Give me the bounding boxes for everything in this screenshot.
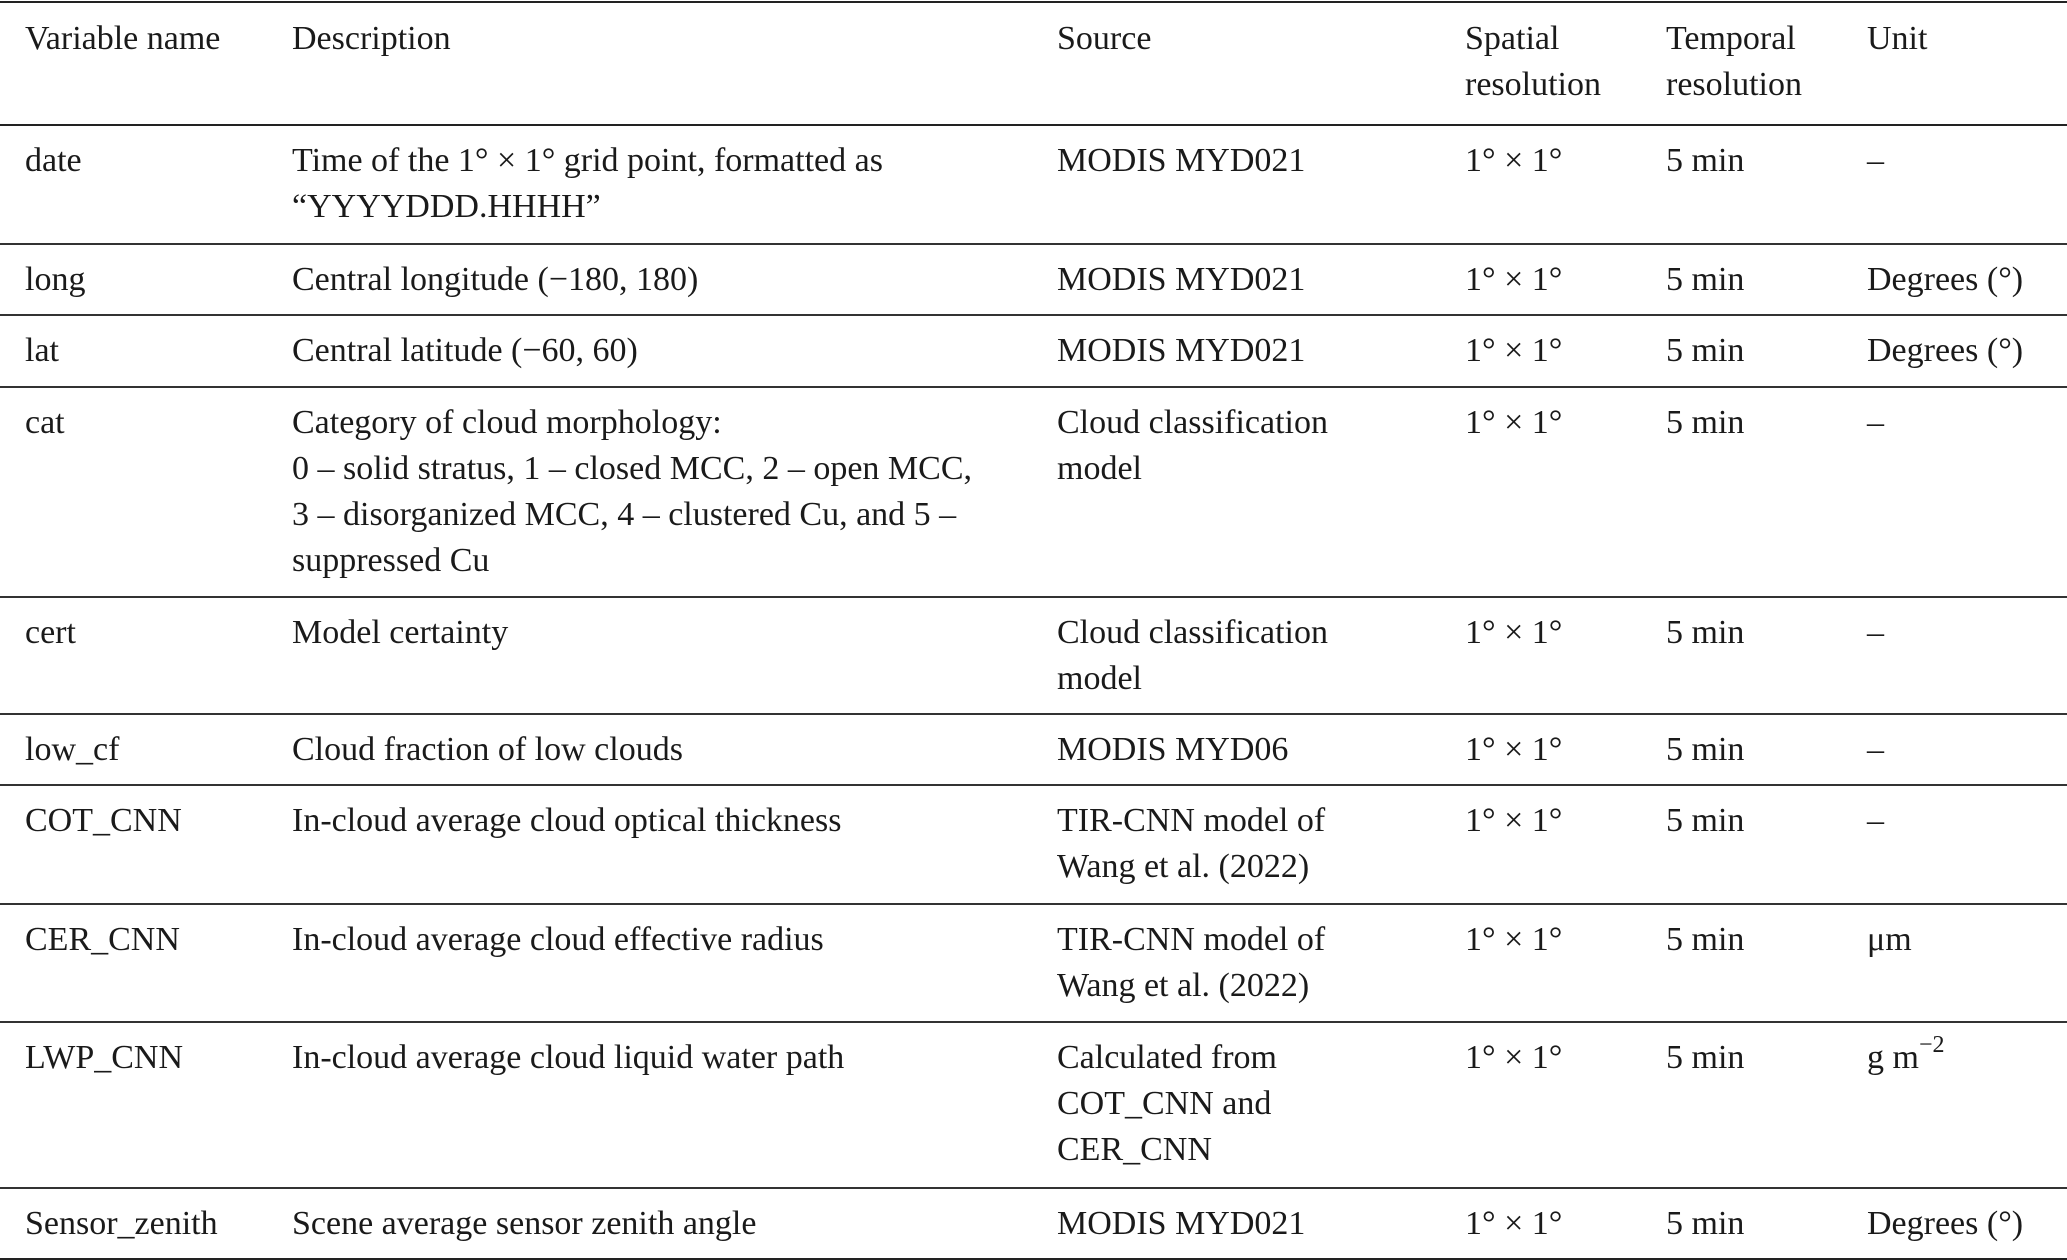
cell-temporal: 5 min (1666, 1039, 1745, 1076)
cell-temporal: 5 min (1666, 921, 1745, 958)
header-variable-name: Variable name (25, 20, 221, 57)
cell-source: Cloud classification model (1057, 404, 1329, 487)
cell-source: TIR-CNN model of Wang et al. (2022) (1057, 921, 1326, 1004)
cell-spatial: 1° × 1° (1465, 614, 1563, 651)
cell-variable: LWP_CNN (25, 1039, 184, 1076)
cell-source: MODIS MYD021 (1057, 142, 1306, 179)
header-temporal-resolution: Temporal resolution (1666, 20, 1802, 103)
unit-exponent: −2 (1918, 1031, 1945, 1058)
cell-temporal: 5 min (1666, 332, 1745, 369)
cell-spatial: 1° × 1° (1465, 802, 1563, 839)
cell-temporal: 5 min (1666, 1205, 1745, 1242)
table-row (0, 125, 2067, 244)
table-row (0, 315, 2067, 387)
cell-variable: cert (25, 614, 76, 651)
cell-source: MODIS MYD06 (1057, 731, 1289, 768)
cell-unit: – (1867, 614, 1884, 651)
header-spatial-resolution: Spatial resolution (1465, 20, 1601, 103)
table-row (0, 387, 2067, 597)
cell-temporal: 5 min (1666, 142, 1745, 179)
cell-spatial: 1° × 1° (1465, 142, 1563, 179)
cell-source: Cloud classification model (1057, 614, 1329, 697)
cell-description-line2: 0 – solid stratus, 1 – closed MCC, 2 – open MCC, 3 – disorganized MCC, 4 – clustered Cu, and 5 – suppressed Cu (292, 450, 973, 579)
cell-unit: – (1867, 731, 1884, 768)
cell-temporal: 5 min (1666, 261, 1745, 298)
cell-variable: cat (25, 404, 65, 441)
header-source: Source (1057, 20, 1152, 57)
cell-description: In-cloud average cloud liquid water path (292, 1039, 845, 1076)
cell-spatial: 1° × 1° (1465, 332, 1563, 369)
cell-source: TIR-CNN model of Wang et al. (2022) (1057, 802, 1326, 885)
cell-source: MODIS MYD021 (1057, 1205, 1306, 1242)
cell-unit: μm (1867, 921, 1912, 958)
cell-temporal: 5 min (1666, 404, 1745, 441)
table-row (0, 597, 2067, 714)
cell-unit: Degrees (°) (1867, 261, 2024, 298)
cell-source: MODIS MYD021 (1057, 332, 1306, 369)
cell-description: In-cloud average cloud optical thickness (292, 802, 842, 839)
cell-unit: – (1867, 142, 1884, 179)
cell-spatial: 1° × 1° (1465, 1205, 1563, 1242)
cell-variable: Sensor_zenith (25, 1205, 218, 1242)
cell-variable: CER_CNN (25, 921, 180, 958)
cell-temporal: 5 min (1666, 802, 1745, 839)
cell-spatial: 1° × 1° (1465, 1039, 1563, 1076)
cell-spatial: 1° × 1° (1465, 921, 1563, 958)
header-unit: Unit (1867, 20, 1928, 57)
table-row (0, 244, 2067, 315)
cell-temporal: 5 min (1666, 731, 1745, 768)
cell-variable: long (25, 261, 86, 298)
cell-source: Calculated from COT_CNN and CER_CNN (1057, 1039, 1277, 1168)
cell-description-line1: Category of cloud morphology: (292, 404, 722, 441)
cell-spatial: 1° × 1° (1465, 404, 1563, 441)
cell-description: Cloud fraction of low clouds (292, 731, 683, 768)
cell-description: Central longitude (−180, 180) (292, 261, 699, 298)
cell-unit: Degrees (°) (1867, 1205, 2024, 1242)
header-row (0, 2, 2067, 125)
cell-temporal: 5 min (1666, 614, 1745, 651)
variables-table (0, 1, 2067, 1260)
cell-unit: – (1867, 404, 1884, 441)
cell-description: Time of the 1° × 1° grid point, formatted as “YYYYDDD.HHHH” (292, 142, 883, 225)
table-row (0, 785, 2067, 904)
unit-base: g m (1867, 1039, 1919, 1076)
cell-description (292, 387, 1057, 597)
cell-spatial: 1° × 1° (1465, 261, 1563, 298)
cell-description: In-cloud average cloud effective radius (292, 921, 824, 958)
cell-variable: COT_CNN (25, 802, 182, 839)
header-description: Description (292, 20, 451, 57)
cell-description: Scene average sensor zenith angle (292, 1205, 757, 1242)
cell-variable: lat (25, 332, 59, 369)
table-row (0, 1188, 2067, 1259)
cell-unit: Degrees (°) (1867, 332, 2024, 369)
table-row (0, 904, 2067, 1022)
cell-spatial: 1° × 1° (1465, 731, 1563, 768)
cell-variable: low_cf (25, 731, 120, 768)
cell-variable: date (25, 142, 82, 179)
cell-source: MODIS MYD021 (1057, 261, 1306, 298)
cell-description: Central latitude (−60, 60) (292, 332, 638, 369)
cell-unit: – (1867, 802, 1884, 839)
cell-description: Model certainty (292, 614, 509, 651)
table-row (0, 1022, 2067, 1188)
table-row (0, 714, 2067, 785)
cell-unit (1867, 1022, 2067, 1188)
